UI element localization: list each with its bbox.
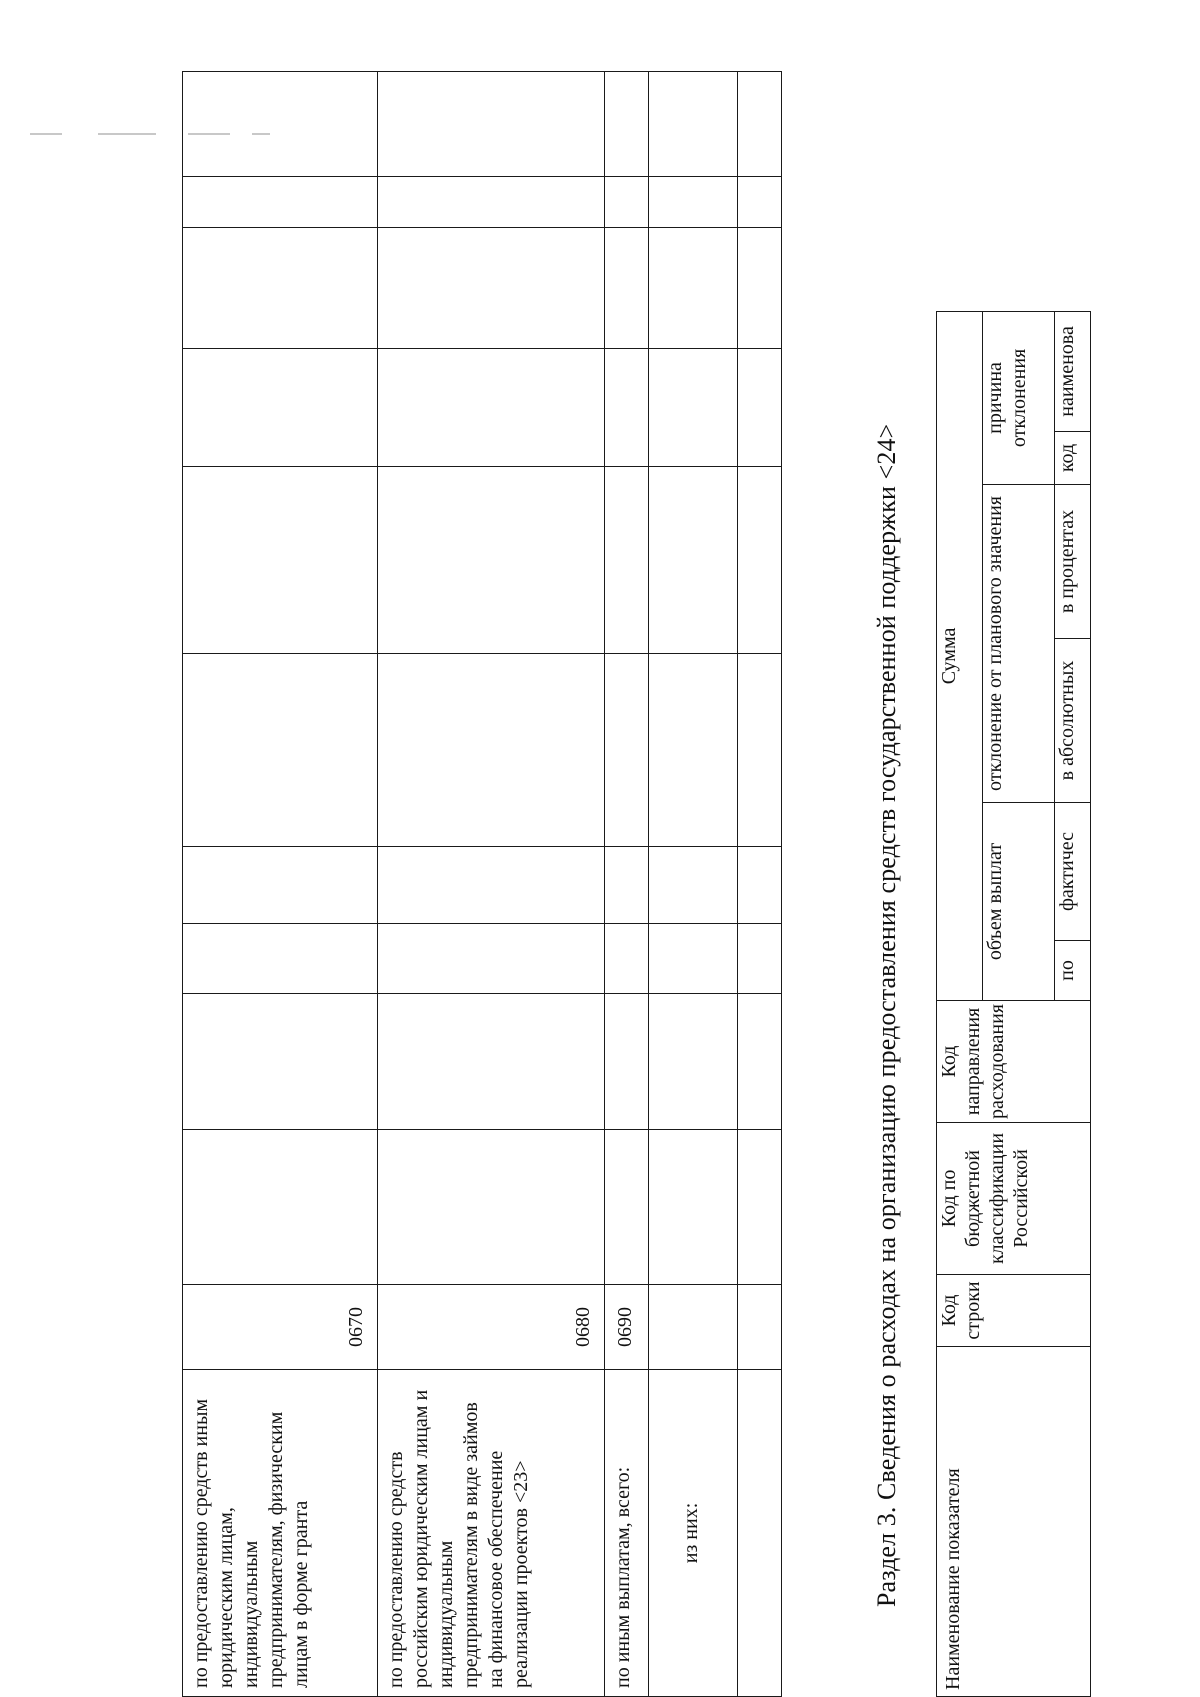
table-cell xyxy=(649,228,738,349)
table-cell xyxy=(649,1130,738,1285)
table-cell xyxy=(183,1130,378,1285)
table-row xyxy=(378,72,605,1697)
table-cell xyxy=(378,228,605,349)
section-title: Раздел 3. Сведения о расходах на организацию предоставления средств государственной поддержки <24> xyxy=(872,423,901,1607)
table-cell xyxy=(605,177,649,228)
support-expenses-table xyxy=(936,311,1091,1697)
table-cell xyxy=(605,994,649,1130)
table-cell xyxy=(738,1130,782,1285)
table-cell xyxy=(649,654,738,847)
table-cell xyxy=(378,177,605,228)
table-cell xyxy=(649,72,738,177)
table-cell xyxy=(183,847,378,924)
table-cell xyxy=(738,349,782,467)
header-sum: Сумма xyxy=(937,311,983,1000)
header-budget-code: Код по бюджетной классификации Российской xyxy=(937,1123,1091,1275)
header-payments: объем выплат xyxy=(983,803,1055,1001)
row-name xyxy=(738,1370,782,1697)
header-payments-plan: по xyxy=(1055,941,1091,1001)
row-code: 0680 xyxy=(378,1285,605,1370)
row-name: по предоставлению средств иным юридическим лицам, индивидуальным предпринимателям, физическим лицам в форме гранта xyxy=(183,1370,378,1697)
header-deviation: отклонение от планового значения xyxy=(983,485,1055,803)
row-name: по иным выплатам, всего: xyxy=(605,1370,649,1697)
table-cell xyxy=(183,228,378,349)
header-reason: причина отклонения xyxy=(983,311,1055,484)
table-cell xyxy=(183,994,378,1130)
row-code: 0690 xyxy=(605,1285,649,1370)
table-cell xyxy=(605,654,649,847)
table-cell xyxy=(738,994,782,1130)
header-direction-code: Код направления расходования xyxy=(937,1001,1091,1123)
table-row xyxy=(605,72,649,1697)
table-cell xyxy=(183,467,378,654)
table-cell xyxy=(378,654,605,847)
table-cell xyxy=(605,924,649,994)
table-row xyxy=(738,72,782,1697)
table-row xyxy=(183,72,378,1697)
header-deviation-pct: в процентах xyxy=(1055,485,1091,639)
table-cell xyxy=(183,72,378,177)
table-row xyxy=(649,72,738,1697)
row-code xyxy=(649,1285,738,1370)
row-code xyxy=(738,1285,782,1370)
table-cell xyxy=(649,924,738,994)
table-cell xyxy=(738,924,782,994)
table-cell xyxy=(649,847,738,924)
table-cell xyxy=(183,924,378,994)
table-cell xyxy=(378,924,605,994)
row-name: по предоставлению средств российским юридическим лицам и индивидуальным предпринимателям в виде займов на финансовое обеспечение реализации проектов <23> xyxy=(378,1370,605,1697)
row-code: 0670 xyxy=(183,1285,378,1370)
header-deviation-abs: в абсолютных xyxy=(1055,639,1091,803)
table-cell xyxy=(605,228,649,349)
table-cell xyxy=(378,994,605,1130)
table-cell xyxy=(605,72,649,177)
header-indicator-name: Наименование показателя xyxy=(937,1347,1091,1697)
table-cell xyxy=(183,177,378,228)
table-cell xyxy=(378,847,605,924)
table-cell xyxy=(378,1130,605,1285)
table-cell xyxy=(605,349,649,467)
table-cell xyxy=(738,654,782,847)
row-name: из них: xyxy=(649,1370,738,1697)
table-cell xyxy=(738,228,782,349)
table-cell xyxy=(738,72,782,177)
table-cell xyxy=(649,994,738,1130)
table-cell xyxy=(649,349,738,467)
table-cell xyxy=(605,847,649,924)
header-payments-fact: фактичес xyxy=(1055,803,1091,941)
table-cell xyxy=(378,467,605,654)
table-cell xyxy=(378,349,605,467)
header-reason-code: код xyxy=(1055,432,1091,485)
table-cell xyxy=(378,72,605,177)
header-reason-name: наименова xyxy=(1055,311,1091,431)
payments-table xyxy=(182,71,782,1697)
table-header-row xyxy=(937,311,983,1696)
table-cell xyxy=(738,847,782,924)
table-cell xyxy=(605,1130,649,1285)
table-cell xyxy=(649,467,738,654)
table-cell xyxy=(183,349,378,467)
header-row-code: Код строки xyxy=(937,1275,1091,1347)
table-cell xyxy=(738,177,782,228)
table-cell xyxy=(738,467,782,654)
table-cell xyxy=(605,467,649,654)
table-cell xyxy=(649,177,738,228)
table-cell xyxy=(183,654,378,847)
